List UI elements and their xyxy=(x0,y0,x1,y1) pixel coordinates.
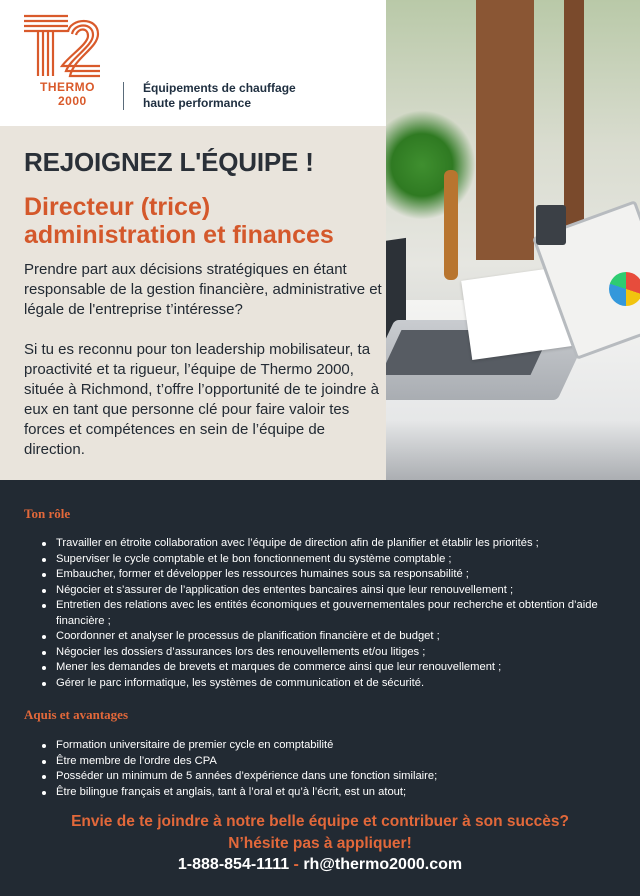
thermo2000-logo-icon xyxy=(24,14,102,80)
desk-shadow xyxy=(386,420,640,480)
plant-leaves xyxy=(386,110,476,220)
logo-word-2000: 2000 xyxy=(58,94,87,108)
list-item: Travailler en étroite collaboration avec l’équipe de direction afin de planifier et établir les priorités ; xyxy=(40,536,618,552)
pie-chart-graphic xyxy=(609,272,640,306)
window-frame-edge xyxy=(564,0,584,230)
office-photo xyxy=(386,0,640,480)
company-tagline xyxy=(143,81,343,111)
contact-line xyxy=(0,856,640,874)
role-list xyxy=(40,536,618,691)
logo-word-thermo: THERMO xyxy=(40,80,95,94)
list-item: Négocier et s’assurer de l’application des ententes bancaires ainsi que leur renouvellement ; xyxy=(40,583,618,599)
page-heading: REJOIGNEZ L'ÉQUIPE ! xyxy=(24,147,314,177)
role-section-title: Ton rôle xyxy=(24,506,71,521)
list-item: Mener les demandes de brevets et marques de commerce ainsi que leur renouvellement ; xyxy=(40,660,618,676)
intro-text xyxy=(24,260,382,480)
list-item: Entretien des relations avec les entités économiques et gouvernementales pour recherche et obtention d’aide financière ; xyxy=(40,598,618,629)
list-item: Superviser le cycle comptable et le bon fonctionnement du système comptable ; xyxy=(40,552,618,568)
list-item: Embaucher, former et développer les ressources humaines sous sa responsabilité ; xyxy=(40,567,618,583)
plant-stem xyxy=(444,170,458,280)
tagline-line-1: Équipements de chauffage xyxy=(143,81,296,95)
list-item: Posséder un minimum de 5 années d’expérience dans une fonction similaire; xyxy=(40,769,618,785)
logo-divider xyxy=(123,82,124,110)
job-title-line-2: administration et finances xyxy=(24,221,334,249)
job-title-line-1: Directeur (trice) xyxy=(24,193,211,221)
perks-section-title: Aquis et avantages xyxy=(24,707,129,722)
contact-separator: - xyxy=(289,856,304,873)
list-item: Gérer le parc informatique, les systèmes de communication et de sécurité. xyxy=(40,676,618,692)
cta-line-1: Envie de te joindre à notre belle équipe et contribuer à son succès? xyxy=(71,813,569,830)
pen-holder xyxy=(536,205,566,245)
list-item: Être membre de l’ordre des CPA xyxy=(40,754,618,770)
intro-paragraph-2: Si tu es reconnu pour ton leadership mobilisateur, ta proactivité et ta rigueur, l’équipe de Thermo 2000, située à Richmond, t’offre l’opportunité de te joindre à eux en tant que personne clé pour faire valoir tes forces et compétences en sein de l’équipe de direction. xyxy=(24,341,379,458)
cta-line-2: N’hésite pas à appliquer! xyxy=(228,835,412,852)
email-link[interactable]: rh@thermo2000.com xyxy=(303,856,463,873)
job-title xyxy=(24,193,384,249)
perks-list xyxy=(40,738,618,800)
list-item: Coordonner et analyser le processus de planification financière et de budget ; xyxy=(40,629,618,645)
phone-number[interactable]: 1-888-854-1111 xyxy=(177,856,290,873)
list-item: Être bilingue français et anglais, tant à l’oral et qu’à l’écrit, est un atout; xyxy=(40,785,618,801)
tagline-line-2: haute performance xyxy=(143,96,252,110)
list-item: Négocier les dossiers d’assurances lors des renouvellements et/ou litiges ; xyxy=(40,645,618,661)
intro-paragraph-1: Prendre part aux décisions stratégiques en étant responsable de la gestion financière, administrative et légale de l'entreprise t’intéresse? xyxy=(24,261,382,318)
list-item: Formation universitaire de premier cycle en comptabilité xyxy=(40,738,618,754)
window-frame xyxy=(476,0,534,260)
